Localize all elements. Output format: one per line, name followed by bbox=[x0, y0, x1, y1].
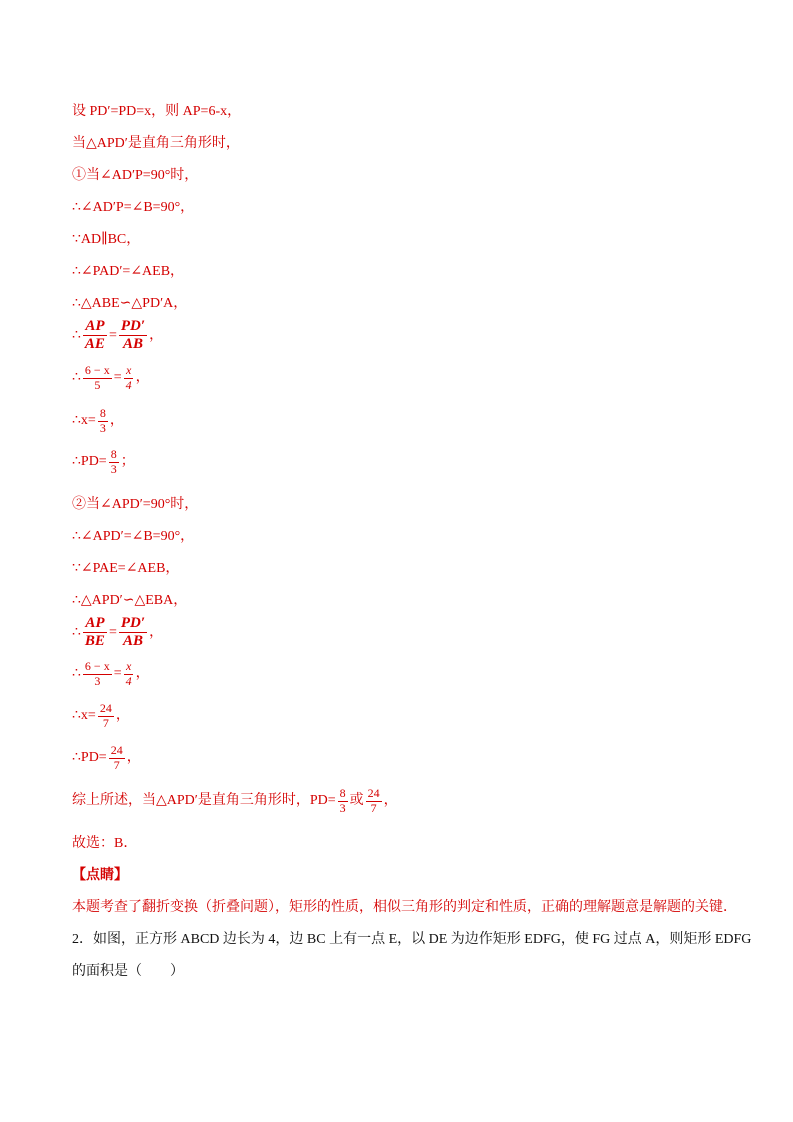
fraction: $\frac{PD'}{AB}$ bbox=[120, 318, 146, 353]
case1-pd-result bbox=[72, 448, 135, 477]
punctuation: ， bbox=[135, 666, 150, 682]
therefore-sign: ∴ bbox=[72, 666, 81, 682]
case2-line-1: ∴∠APD′=∠B=90°， bbox=[72, 529, 195, 544]
equals-sign: = bbox=[113, 370, 122, 386]
pd-label: ∴PD= bbox=[72, 454, 107, 470]
case1-line-1: ∴∠AD′P=∠B=90°， bbox=[72, 200, 195, 215]
summary-line bbox=[72, 787, 398, 816]
case2-ratio-equation bbox=[72, 615, 163, 651]
therefore-sign: ∴ bbox=[72, 624, 81, 640]
x-label: ∴x= bbox=[72, 708, 96, 724]
fraction: $\frac{24}{7}$ bbox=[110, 743, 123, 772]
case1-line-2: ∵AD∥BC， bbox=[72, 232, 141, 247]
question-2-line-1: 2．如图，正方形 ABCD 边长为 4，边 BC 上有一点 E，以 DE 为边作矩形 EDFG，使 FG 过点 A，则矩形 EDFG bbox=[72, 932, 752, 947]
therefore-sign: ∴ bbox=[72, 370, 81, 386]
case2-x-result bbox=[72, 702, 130, 731]
equals-sign: = bbox=[113, 666, 122, 682]
fraction: $\frac{24}{7}$ bbox=[99, 701, 112, 730]
punctuation: ， bbox=[149, 327, 164, 343]
punctuation: ， bbox=[135, 370, 150, 386]
solution-line-1: 设 PD′=PD=x，则 AP=6-x， bbox=[72, 104, 242, 119]
case2-line-3: ∴△APD′∽△EBA， bbox=[72, 593, 188, 608]
equals-sign: = bbox=[108, 624, 117, 640]
fraction: $\frac{PD'}{AB}$ bbox=[120, 615, 146, 650]
therefore-sign: ∴ bbox=[72, 327, 81, 343]
case1-ratio-equation bbox=[72, 318, 163, 354]
fraction: $\frac{6 - x}{3}$ bbox=[84, 659, 110, 688]
punctuation: ， bbox=[383, 793, 398, 809]
fraction: $\frac{24}{7}$ bbox=[367, 786, 380, 815]
punctuation: ， bbox=[149, 624, 164, 640]
fraction: $\frac{AP}{AE}$ bbox=[84, 318, 105, 353]
punctuation: ， bbox=[126, 750, 141, 766]
equals-sign: = bbox=[108, 327, 117, 343]
summary-text: 综上所述，当△APD′是直角三角形时，PD= bbox=[72, 793, 336, 809]
fraction: $\frac{8}{3}$ bbox=[110, 447, 117, 476]
case2-pd-result bbox=[72, 744, 141, 773]
fraction: $\frac{AP}{BE}$ bbox=[84, 615, 105, 650]
fraction: $\frac{6 - x}{5}$ bbox=[84, 363, 110, 392]
answer-line: 故选：B． bbox=[72, 836, 138, 851]
fraction: $\frac{8}{3}$ bbox=[339, 786, 346, 815]
question-2-line-2: 的面积是（ ） bbox=[72, 964, 184, 979]
pd-label: ∴PD= bbox=[72, 750, 107, 766]
solution-line-2: 当△APD′是直角三角形时， bbox=[72, 136, 240, 151]
case1-value-equation bbox=[72, 364, 150, 393]
fraction: $\frac{8}{3}$ bbox=[99, 406, 106, 435]
x-label: ∴x= bbox=[72, 413, 96, 429]
punctuation: ， bbox=[115, 708, 130, 724]
case1-line-3: ∴∠PAD′=∠AEB， bbox=[72, 264, 185, 279]
comment-heading: 【点睛】 bbox=[72, 868, 128, 883]
case2-line-2: ∵∠PAE=∠AEB， bbox=[72, 561, 180, 576]
fraction: $\frac{x}{4}$ bbox=[125, 659, 132, 688]
case2-title: ②当∠APD′=90°时， bbox=[72, 497, 199, 512]
or-word: 或 bbox=[349, 793, 364, 809]
case1-x-result bbox=[72, 407, 124, 436]
comment-text: 本题考查了翻折变换（折叠问题），矩形的性质，相似三角形的判定和性质，正确的理解题意是解题的关键． bbox=[72, 900, 737, 915]
fraction: $\frac{x}{4}$ bbox=[125, 363, 132, 392]
case1-line-4: ∴△ABE∽△PD′A， bbox=[72, 296, 188, 311]
punctuation: ， bbox=[109, 413, 124, 429]
case2-value-equation bbox=[72, 660, 150, 689]
punctuation: ； bbox=[120, 454, 135, 470]
case1-title: ①当∠AD′P=90°时， bbox=[72, 168, 199, 183]
